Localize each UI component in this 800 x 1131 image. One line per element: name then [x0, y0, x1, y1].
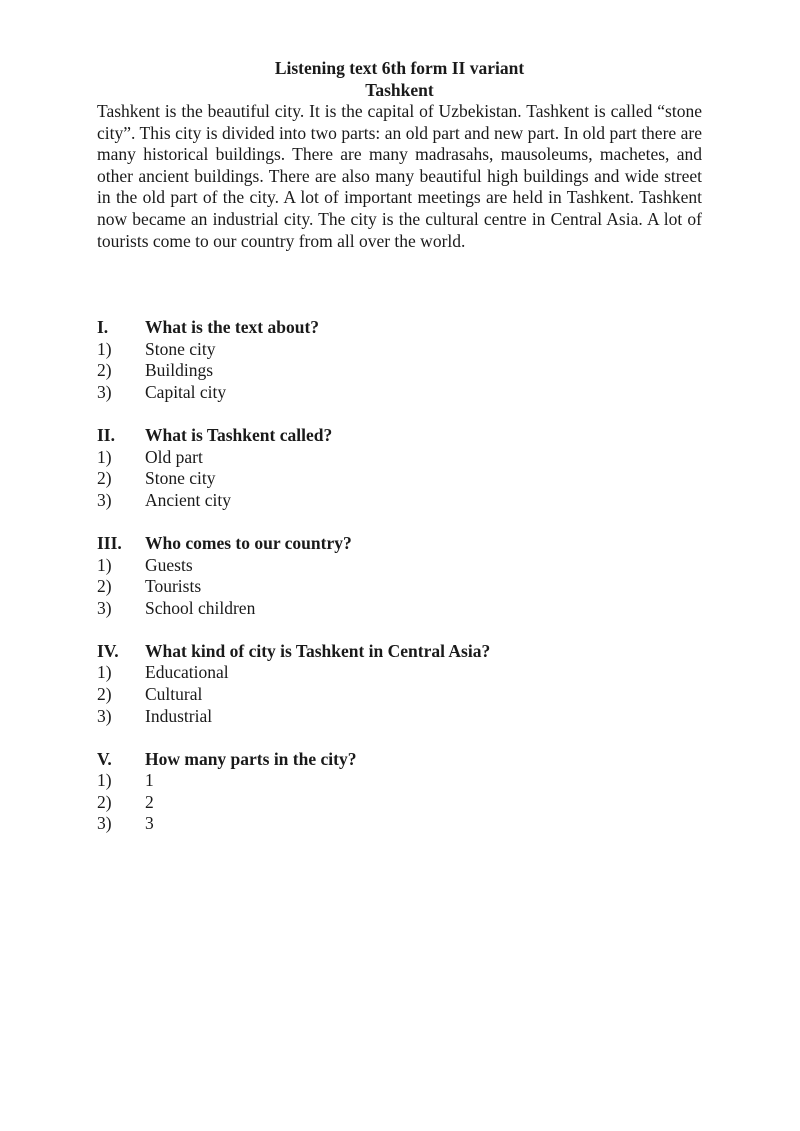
answer-option	[97, 490, 702, 512]
answer-option	[97, 447, 702, 469]
option-number: 2)	[97, 576, 112, 597]
question-heading	[97, 533, 702, 555]
question-list	[97, 317, 702, 835]
answer-option	[97, 576, 702, 598]
answer-option	[97, 382, 702, 404]
question-number: I.	[97, 317, 109, 338]
option-text: Cultural	[145, 683, 203, 704]
option-number: 1)	[97, 662, 112, 683]
answer-option	[97, 339, 702, 361]
option-number: 3)	[97, 813, 112, 834]
answer-option	[97, 684, 702, 706]
question-5	[97, 749, 702, 835]
question-text: What is the text about?	[145, 317, 320, 338]
option-number: 3)	[97, 705, 112, 726]
question-heading	[97, 749, 702, 771]
option-text: School children	[145, 597, 256, 618]
question-heading	[97, 425, 702, 447]
option-number: 2)	[97, 360, 112, 381]
option-text: Stone city	[145, 338, 216, 359]
question-number: IV.	[97, 640, 119, 661]
answer-option	[97, 813, 702, 835]
option-text: Industrial	[145, 705, 213, 726]
answer-option	[97, 468, 702, 490]
option-text: Guests	[145, 554, 193, 575]
option-number: 1)	[97, 770, 112, 791]
document-title: Listening text 6th form II variant	[274, 58, 525, 78]
option-number: 3)	[97, 597, 112, 618]
question-text: What kind of city is Tashkent in Central Asia?	[145, 640, 491, 661]
option-text: 3	[145, 813, 154, 834]
option-text: 2	[145, 791, 154, 812]
option-number: 3)	[97, 381, 112, 402]
question-1	[97, 317, 702, 403]
answer-option	[97, 706, 702, 728]
document-subtitle: Tashkent	[365, 80, 434, 100]
option-number: 3)	[97, 489, 112, 510]
answer-option	[97, 598, 702, 620]
option-number: 2)	[97, 683, 112, 704]
document-page	[97, 57, 702, 857]
question-4	[97, 641, 702, 727]
question-number: V.	[97, 748, 112, 769]
option-text: Tourists	[145, 576, 202, 597]
option-number: 1)	[97, 554, 112, 575]
question-text: How many parts in the city?	[145, 748, 357, 769]
answer-option	[97, 360, 702, 382]
option-number: 2)	[97, 468, 112, 489]
option-text: Old part	[145, 446, 203, 467]
question-text: What is Tashkent called?	[145, 425, 333, 446]
option-text: 1	[145, 770, 154, 791]
question-text: Who comes to our country?	[145, 532, 352, 553]
option-number: 1)	[97, 446, 112, 467]
option-text: Capital city	[145, 381, 227, 402]
listening-passage: Tashkent is the beautiful city. It is the capital of Uzbekistan. Tashkent is called “stone city”. This city is divided into two parts: an old part and new part. In old part there are many historical buildings. There are many madrasahs, mausoleums, machetes, and other ancient buildings. There are also many beautiful high buildings and wide street in the old part of the city. A lot of important meetings are held in Tashkent. Tashkent now became an industrial city. The city is the cultural centre in Central Asia. A lot of tourists come to our country from all over the world.	[97, 101, 702, 251]
option-number: 2)	[97, 791, 112, 812]
option-text: Educational	[145, 662, 229, 683]
question-number: III.	[97, 532, 122, 553]
answer-option	[97, 792, 702, 814]
question-heading	[97, 641, 702, 663]
option-text: Ancient city	[145, 489, 232, 510]
answer-option	[97, 555, 702, 577]
question-2	[97, 425, 702, 511]
question-number: II.	[97, 425, 115, 446]
question-3	[97, 533, 702, 619]
answer-option	[97, 770, 702, 792]
answer-option	[97, 662, 702, 684]
option-text: Buildings	[145, 360, 214, 381]
option-text: Stone city	[145, 468, 216, 489]
option-number: 1)	[97, 338, 112, 359]
question-heading	[97, 317, 702, 339]
